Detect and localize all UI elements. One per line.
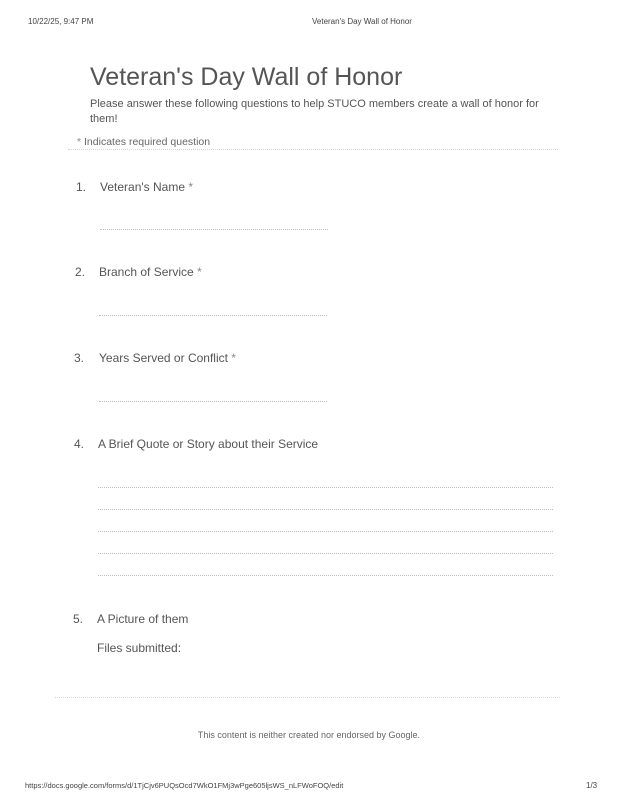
google-disclaimer: This content is neither created nor endorsed by Google. <box>197 730 421 740</box>
answer-line <box>98 531 553 532</box>
print-url: https://docs.google.com/forms/d/1TjCjv6PUQsOcd7WkO1FMj3wPge605ljsWS_nLFWoFOQ/edit <box>25 781 344 790</box>
question-2-label <box>99 265 202 279</box>
question-1-label <box>100 180 193 194</box>
page-number: 1/3 <box>586 781 598 790</box>
answer-line <box>98 487 553 488</box>
question-2-required-marker: * <box>197 265 202 279</box>
question-3-text: Years Served or Conflict <box>99 351 228 365</box>
question-4-label <box>98 437 318 451</box>
question-3-label <box>99 351 236 365</box>
question-2-number: 2. <box>75 265 86 279</box>
answer-line <box>98 553 553 554</box>
question-5-number: 5. <box>73 612 84 626</box>
form-title: Veteran's Day Wall of Honor <box>90 63 403 91</box>
question-1-answer-field[interactable] <box>100 229 328 230</box>
required-asterisk: * <box>77 136 82 148</box>
question-5-text: A Picture of them <box>97 612 189 626</box>
question-2-text: Branch of Service <box>99 265 194 279</box>
question-4-text: A Brief Quote or Story about their Service <box>98 437 319 451</box>
footer-divider <box>55 697 560 698</box>
question-1-required-marker: * <box>188 180 194 194</box>
files-submitted-label: Files submitted: <box>97 641 182 655</box>
print-datetime: 10/22/25, 9:47 PM <box>28 17 94 26</box>
required-note <box>77 136 210 148</box>
header-divider <box>68 149 558 150</box>
question-3-answer-field[interactable] <box>99 401 327 402</box>
question-1-text: Veteran's Name <box>100 180 186 194</box>
form-description: Please answer these following questions to help STUCO members create a wall of honor for them! <box>90 98 539 125</box>
required-note-text: Indicates required question <box>84 136 211 148</box>
question-5-label <box>97 612 188 626</box>
question-3-required-marker: * <box>231 351 236 365</box>
question-4-number: 4. <box>74 437 85 451</box>
question-1-number: 1. <box>76 180 87 194</box>
question-2-answer-field[interactable] <box>99 315 327 316</box>
print-page-title: Veteran's Day Wall of Honor <box>312 17 412 26</box>
answer-line <box>98 509 553 510</box>
answer-line <box>98 575 553 576</box>
question-3-number: 3. <box>74 351 85 365</box>
